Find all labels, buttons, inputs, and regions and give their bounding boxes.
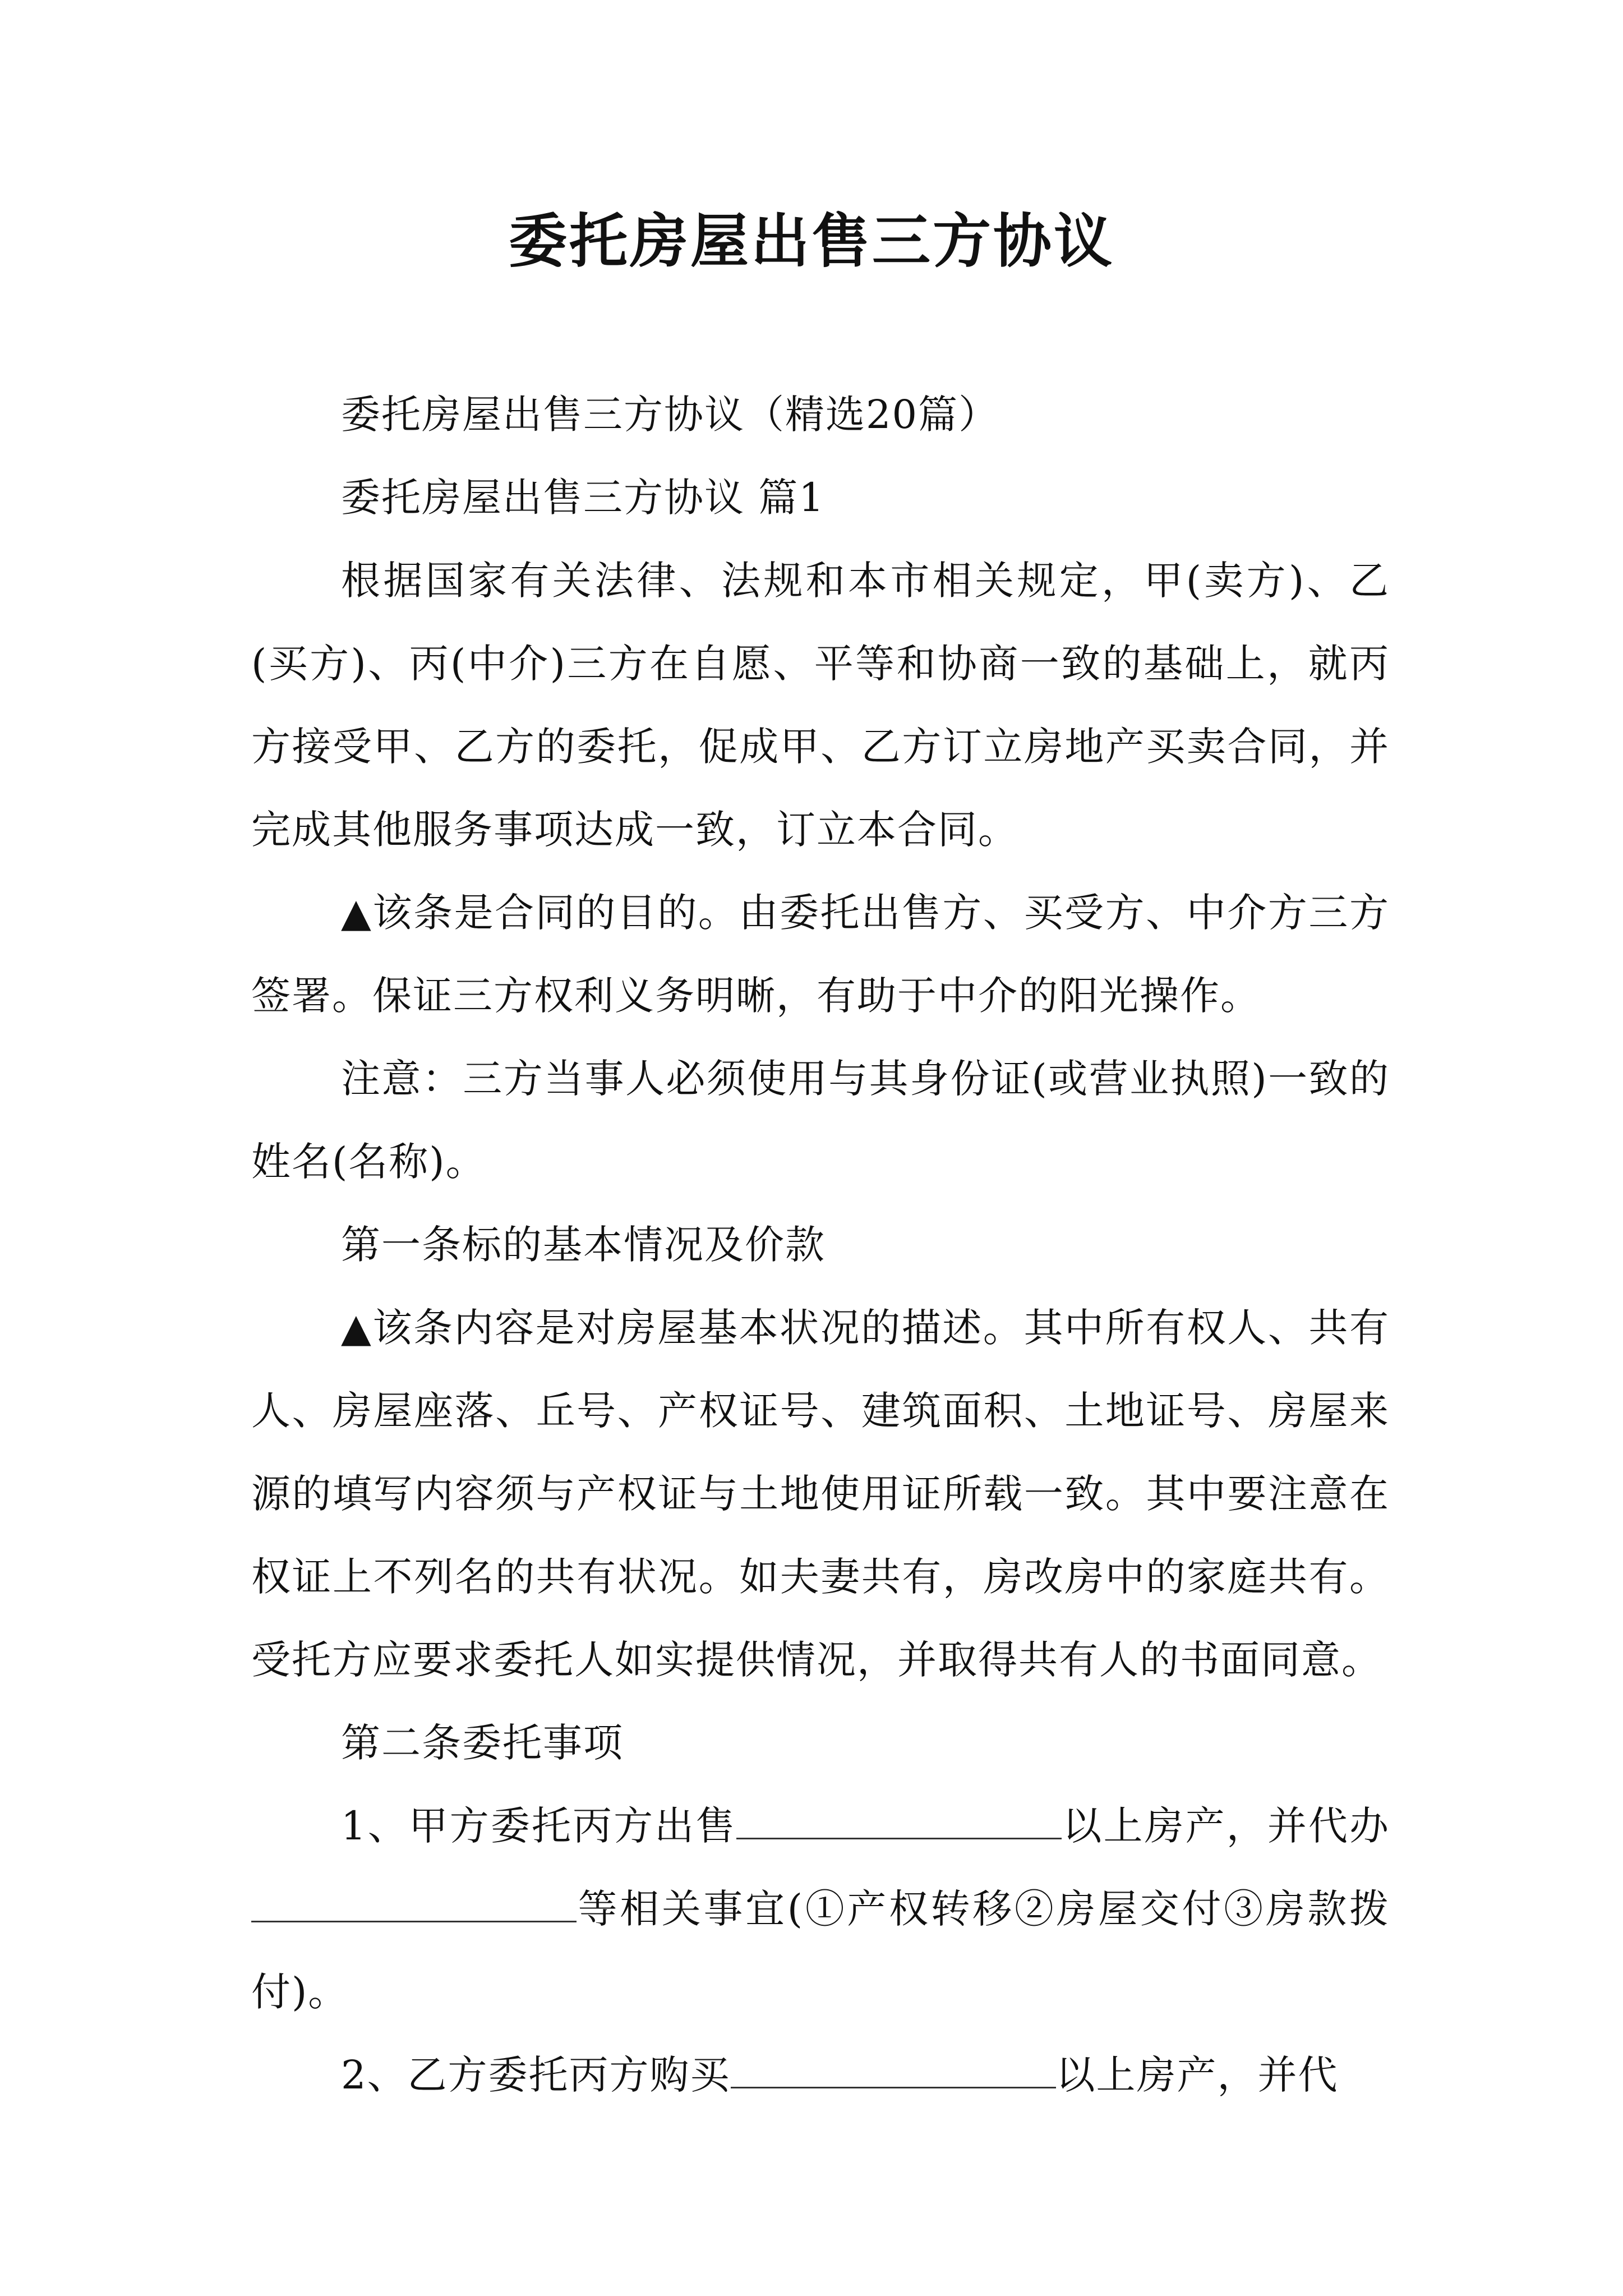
blank-line bbox=[251, 1887, 577, 1922]
document-title: 委托房屋出售三方协议 bbox=[508, 206, 1114, 275]
item-1-text-b: 以上房产，并代办 bbox=[1062, 1803, 1390, 1849]
blank-line bbox=[736, 1804, 1062, 1839]
note-paragraph: ▲该条是合同的目的。由委托出售方、买受方、中介方三方签署。保证三方权利义务明晰，有助于中介的阳光操作。 bbox=[251, 890, 1390, 1019]
item-1-text-c: 等相关事宜(①产权转移②房屋交付③房款拨付)。 bbox=[251, 1886, 1390, 2015]
item-2-text-a: 2、乙方委托丙方购买 bbox=[341, 2052, 731, 2098]
item-2-text-b: 以上房产，并代 bbox=[1055, 2052, 1339, 2098]
article-1-heading: 第一条标的基本情况及价款 bbox=[341, 1222, 826, 1268]
article-1-note: ▲该条内容是对房屋基本状况的描述。其中所有权人、共有人、房屋座落、丘号、产权证号、建筑面积、土地证号、房屋来源的填写内容须与产权证与土地使用证所载一致。其中要注意在权证上不列名的共有状况。如夫妻共有，房改房中的家庭共有。受托方应要求委托人如实提供情况，并取得共有人的书面同意。 bbox=[251, 1305, 1390, 1683]
section-heading: 委托房屋出售三方协议 篇1 bbox=[341, 475, 825, 521]
document-body bbox=[251, 373, 1390, 2116]
item-2-paragraph bbox=[251, 2033, 1390, 2116]
item-1-text-a: 1、甲方委托丙方出售 bbox=[341, 1803, 737, 1849]
blank-line bbox=[731, 2053, 1056, 2088]
subtitle-paragraph: 委托房屋出售三方协议（精选20篇） bbox=[341, 392, 999, 438]
article-2-heading: 第二条委托事项 bbox=[341, 1720, 624, 1766]
caution-paragraph: 注意：三方当事人必须使用与其身份证(或营业执照)一致的姓名(名称)。 bbox=[251, 1056, 1390, 1185]
item-1-paragraph bbox=[251, 1784, 1390, 2033]
preamble-paragraph: 根据国家有关法律、法规和本市相关规定，甲(卖方)、乙(买方)、丙(中介)三方在自愿、平等和协商一致的基础上，就丙方接受甲、乙方的委托，促成甲、乙方订立房地产买卖合同，并完成其他服务事项达成一致，订立本合同。 bbox=[251, 558, 1390, 853]
